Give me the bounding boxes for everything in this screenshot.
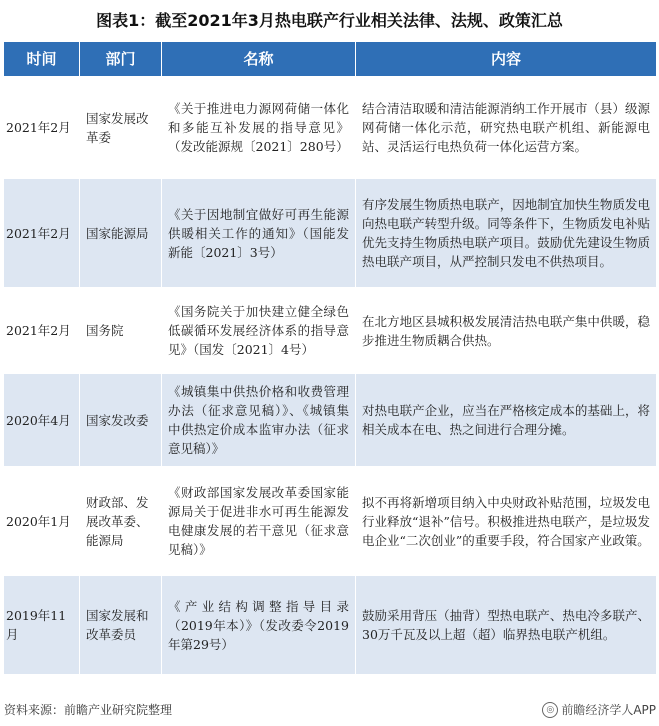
source-note: 资料来源：前瞻产业研究院整理	[4, 703, 173, 717]
cell-content: 有序发展生物质热电联产，因地制宜加快生物质发电向热电联产转型升级。同等条件下，生物质发电补贴优先支持生物质热电联产项目。鼓励优先建设生物质热电联产项目，从严控制只发电不供热项目。	[362, 197, 650, 269]
cell-content: 结合清洁取暖和清洁能源消纳工作开展市（县）级源网荷储一体化示范，研究热电联产机组、新能源电站、灵活运行电热负荷一体化运营方案。	[362, 101, 650, 154]
cell-content: 对热电联产企业，应当在严格核定成本的基础上，将相关成本在电、热之间进行合理分摊。	[362, 403, 650, 437]
cell-dept: 财政部、发展改革委、能源局	[80, 467, 162, 575]
table-row	[4, 374, 656, 467]
cell-time: 2021年2月	[4, 179, 80, 287]
table-row	[4, 77, 656, 179]
cell-name: 《城镇集中供热价格和收费管理办法（征求意见稿）》、《城镇集中供热定价成本监审办法（征求意见稿）》	[162, 374, 356, 466]
header-dept: 部门	[80, 42, 162, 76]
cell-time: 2021年2月	[4, 288, 80, 373]
cell-content: 鼓励采用背压（抽背）型热电联产、热电冷多联产、30万千瓦及以上超（超）临界热电联产机组。	[362, 608, 650, 642]
cell-dept: 国务院	[80, 288, 162, 373]
cell-name: 《产业结构调整指导目录（2019年本）》（发改委令2019年第29号）	[162, 576, 356, 674]
cell-name: 《财政部国家发展改革委国家能源局关于促进非水可再生能源发电健康发展的若干意见（征求意见稿）》	[162, 467, 356, 575]
table-row	[4, 288, 656, 374]
cell-dept: 国家发改委	[80, 374, 162, 466]
cell-name: 《关于推进电力源网荷储一体化和多能互补发展的指导意见》（发改能源规〔2021〕280号）	[162, 77, 356, 178]
header-content: 内容	[490, 49, 521, 68]
cell-dept: 国家发展和改革委员	[80, 576, 162, 674]
cell-dept: 国家发展改革委	[80, 77, 162, 178]
policy-table	[4, 42, 656, 675]
header-name: 名称	[162, 42, 356, 76]
cell-dept: 国家能源局	[80, 179, 162, 287]
cell-time: 2021年2月	[4, 77, 80, 178]
header-time: 时间	[4, 42, 80, 76]
cell-content: 拟不再将新增项目纳入中央财政补贴范围，垃圾发电行业释放“退补”信号。积极推进热电联产，是垃圾发电企业“二次创业”的重要手段，符合国家产业政策。	[362, 494, 650, 548]
cell-time: 2020年4月	[4, 374, 80, 466]
table-row	[4, 179, 656, 288]
table-title: 图表1：截至2021年3月热电联产行业相关法律、法规、政策汇总	[96, 11, 563, 30]
cell-time: 2020年1月	[4, 467, 80, 575]
cell-name: 《国务院关于加快建立健全绿色低碳循环发展经济体系的指导意见》（国发〔2021〕4号）	[162, 288, 356, 373]
table-row	[4, 576, 656, 675]
cell-time: 2019年11月	[4, 576, 80, 674]
footer	[4, 700, 656, 720]
circle-logo-icon: ◎	[542, 702, 558, 718]
cell-name: 《关于因地制宜做好可再生能源供暖相关工作的通知》（国能发新能〔2021〕3号）	[162, 179, 356, 287]
brand-mark	[542, 700, 656, 720]
brand-label: 前瞻经济学人APP	[561, 703, 656, 717]
table-row	[4, 467, 656, 576]
cell-content: 在北方地区县城积极发展清洁热电联产集中供暖，稳步推进生物质耦合供热。	[362, 313, 650, 348]
table-header-row	[4, 42, 656, 77]
